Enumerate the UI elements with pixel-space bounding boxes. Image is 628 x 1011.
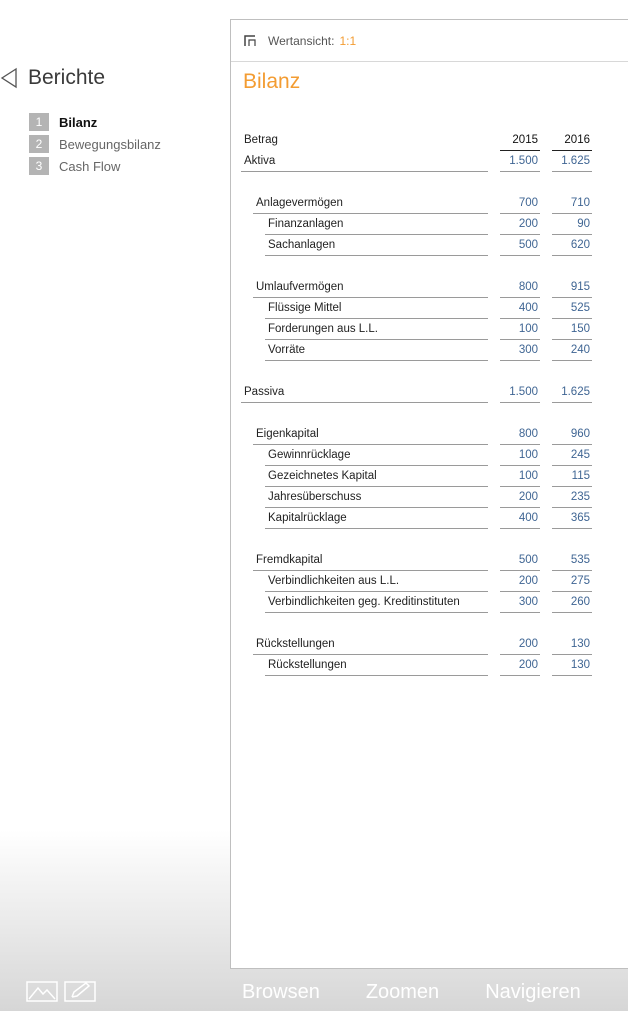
report-number-badge: 1	[29, 113, 49, 131]
back-button[interactable]	[0, 66, 105, 90]
table-row	[231, 655, 628, 676]
row-label: Verbindlichkeiten geg. Kreditinstituten	[265, 594, 488, 613]
report-item[interactable]	[29, 155, 161, 177]
report-label: Cash Flow	[59, 158, 121, 174]
row-label: Umlaufvermögen	[253, 279, 488, 298]
table-row	[231, 571, 628, 592]
row-spacer	[231, 529, 628, 550]
edit-icon[interactable]	[64, 980, 96, 1002]
value-2015: 700	[500, 195, 540, 214]
view-toggle-icon[interactable]	[244, 35, 256, 47]
wertansicht-value[interactable]: 1:1	[339, 33, 357, 48]
value-2015: 800	[500, 279, 540, 298]
report-number-badge: 2	[29, 135, 49, 153]
report-item[interactable]	[29, 111, 161, 133]
balance-table	[231, 130, 628, 676]
row-label: Rückstellungen	[265, 657, 488, 676]
row-spacer	[231, 613, 628, 634]
column-header-2015: 2015	[500, 132, 540, 151]
table-row	[231, 634, 628, 655]
value-2015: 400	[500, 510, 540, 529]
row-label: Vorräte	[265, 342, 488, 361]
value-2016: 1.625	[552, 153, 592, 172]
row-label: Finanzanlagen	[265, 216, 488, 235]
value-2015: 200	[500, 657, 540, 676]
row-label: Flüssige Mittel	[265, 300, 488, 319]
report-number-badge: 3	[29, 157, 49, 175]
panel-header	[231, 20, 628, 62]
row-label: Sachanlagen	[265, 237, 488, 256]
page-title: Bilanz	[243, 70, 301, 93]
value-2016: 710	[552, 195, 592, 214]
table-row	[231, 424, 628, 445]
value-2015: 1.500	[500, 153, 540, 172]
table-header	[231, 130, 628, 151]
table-row	[231, 466, 628, 487]
table-row	[231, 592, 628, 613]
value-2016: 235	[552, 489, 592, 508]
report-label: Bewegungsbilanz	[59, 136, 161, 152]
value-2015: 800	[500, 426, 540, 445]
value-2016: 130	[552, 657, 592, 676]
row-label: Jahresüberschuss	[265, 489, 488, 508]
column-header-betrag: Betrag	[244, 134, 278, 146]
row-spacer	[231, 361, 628, 382]
row-label: Kapitalrücklage	[265, 510, 488, 529]
table-row	[231, 319, 628, 340]
value-2016: 240	[552, 342, 592, 361]
row-spacer	[231, 172, 628, 193]
row-label: Eigenkapital	[253, 426, 488, 445]
column-header-2016: 2016	[552, 132, 592, 151]
zoom-button[interactable]: Zoomen	[365, 981, 440, 1003]
row-label: Fremdkapital	[253, 552, 488, 571]
value-2015: 200	[500, 489, 540, 508]
row-label: Rückstellungen	[253, 636, 488, 655]
row-spacer	[231, 256, 628, 277]
table-row	[231, 340, 628, 361]
sidebar-title: Berichte	[28, 66, 106, 89]
value-2016: 245	[552, 447, 592, 466]
value-2015: 100	[500, 447, 540, 466]
value-2016: 115	[552, 468, 592, 487]
bottom-toolbar	[26, 980, 96, 1002]
value-2015: 200	[500, 216, 540, 235]
table-row	[231, 277, 628, 298]
browse-button[interactable]: Browsen	[242, 981, 320, 1003]
value-2015: 300	[500, 594, 540, 613]
wertansicht-label: Wertansicht:	[268, 33, 335, 48]
row-label: Gezeichnetes Kapital	[265, 468, 488, 487]
table-row	[231, 235, 628, 256]
table-row	[231, 214, 628, 235]
report-list	[29, 111, 161, 177]
value-2016: 525	[552, 300, 592, 319]
value-2015: 100	[500, 321, 540, 340]
table-row	[231, 298, 628, 319]
value-2016: 1.625	[552, 384, 592, 403]
value-2015: 200	[500, 573, 540, 592]
value-2015: 200	[500, 636, 540, 655]
value-2016: 620	[552, 237, 592, 256]
table-row	[231, 151, 628, 172]
value-2016: 150	[552, 321, 592, 340]
row-label: Verbindlichkeiten aus L.L.	[265, 573, 488, 592]
table-row	[231, 193, 628, 214]
row-label: Forderungen aus L.L.	[265, 321, 488, 340]
chart-icon[interactable]	[26, 980, 58, 1002]
value-2016: 960	[552, 426, 592, 445]
value-2016: 90	[552, 216, 592, 235]
value-2016: 260	[552, 594, 592, 613]
table-row	[231, 487, 628, 508]
value-2016: 915	[552, 279, 592, 298]
row-label: Aktiva	[241, 153, 488, 172]
table-row	[231, 508, 628, 529]
value-2015: 400	[500, 300, 540, 319]
table-row	[231, 382, 628, 403]
report-label: Bilanz	[59, 114, 98, 130]
row-label: Anlagevermögen	[253, 195, 488, 214]
value-2015: 1.500	[500, 384, 540, 403]
value-2015: 500	[500, 552, 540, 571]
back-triangle-icon[interactable]	[0, 67, 18, 89]
value-2016: 130	[552, 636, 592, 655]
bottom-nav	[242, 981, 627, 1004]
value-2015: 500	[500, 237, 540, 256]
sidebar	[0, 0, 230, 1011]
table-row	[231, 550, 628, 571]
report-panel	[230, 19, 628, 969]
table-row	[231, 445, 628, 466]
report-item[interactable]	[29, 133, 161, 155]
row-spacer	[231, 403, 628, 424]
value-2015: 100	[500, 468, 540, 487]
navigate-button[interactable]: Navigieren	[485, 981, 581, 1003]
value-2016: 275	[552, 573, 592, 592]
row-label: Gewinnrücklage	[265, 447, 488, 466]
row-label: Passiva	[241, 384, 488, 403]
value-2015: 300	[500, 342, 540, 361]
value-2016: 365	[552, 510, 592, 529]
value-2016: 535	[552, 552, 592, 571]
